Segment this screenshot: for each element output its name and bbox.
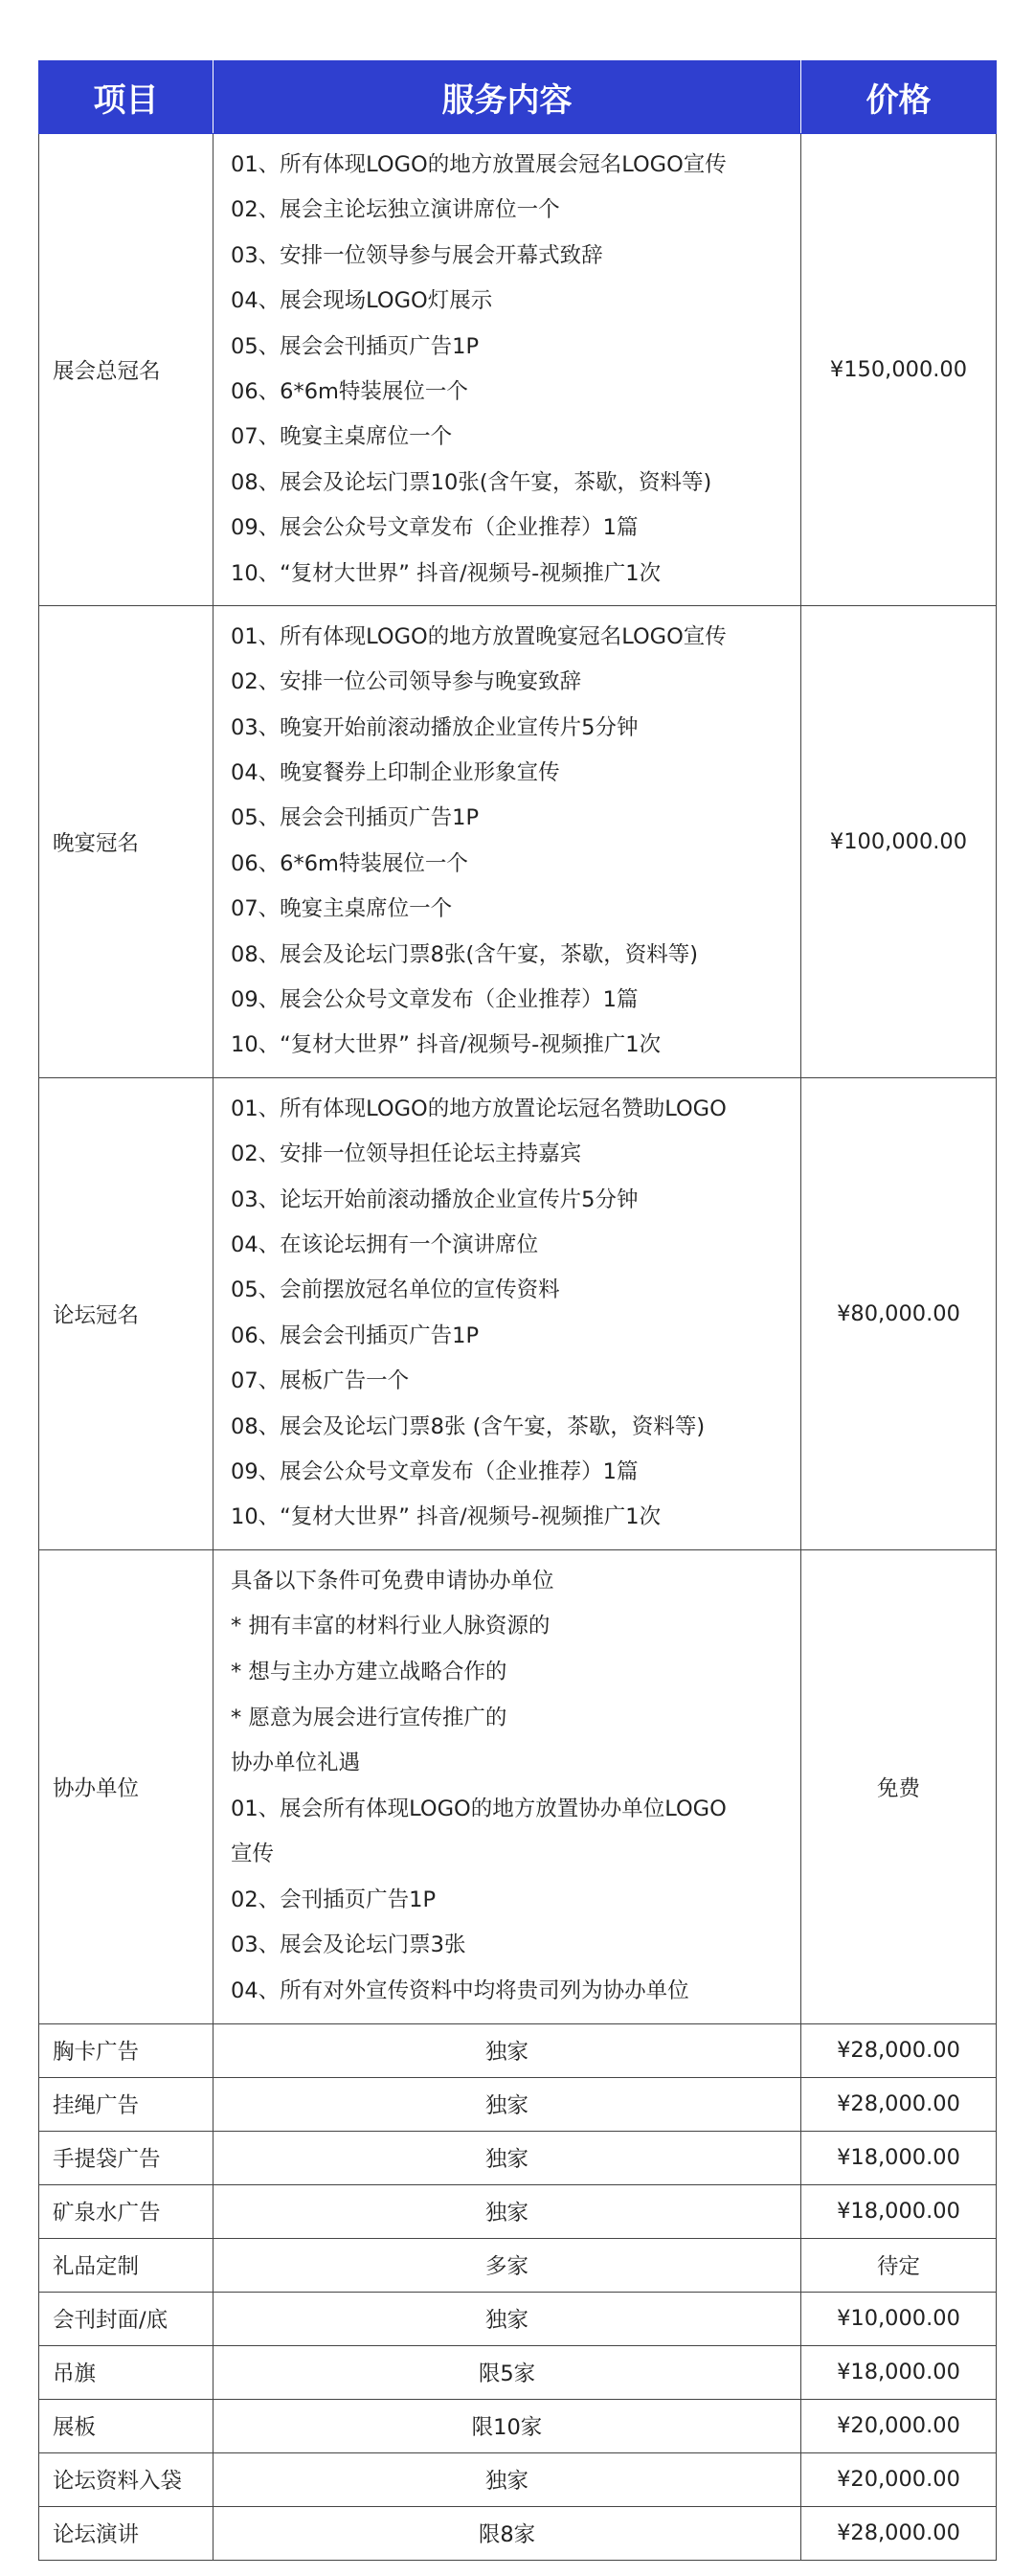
package-name: 展会总冠名	[39, 134, 214, 606]
ad-row	[39, 2506, 997, 2560]
package-benefits	[214, 1549, 801, 2023]
benefit-line: 03、展会及论坛门票3张	[231, 1932, 466, 1958]
ad-price: 待定	[801, 2238, 997, 2292]
benefit-line: 08、展会及论坛门票8张(含午宴，茶歇，资料等)	[231, 941, 699, 967]
ad-row	[39, 2238, 997, 2292]
benefit-line: 具备以下条件可免费申请协办单位	[231, 1568, 554, 1593]
benefit-line: 07、晚宴主桌席位一个	[231, 424, 453, 450]
benefit-line: * 愿意为展会进行宣传推广的	[231, 1705, 507, 1730]
ad-item: 论坛资料入袋	[39, 2452, 214, 2506]
ad-exclusivity: 独家	[214, 2184, 801, 2238]
benefit-line: 07、展板广告一个	[231, 1368, 410, 1394]
ad-item: 矿泉水广告	[39, 2184, 214, 2238]
package-row	[39, 1077, 997, 1549]
ad-price: ¥28,000.00	[801, 2506, 997, 2560]
ad-exclusivity: 独家	[214, 2023, 801, 2077]
package-row	[39, 605, 997, 1077]
ad-item: 礼品定制	[39, 2238, 214, 2292]
ad-price: ¥20,000.00	[801, 2452, 997, 2506]
benefit-line: 02、展会主论坛独立演讲席位一个	[231, 197, 560, 223]
benefit-line: * 拥有丰富的材料行业人脉资源的	[231, 1614, 551, 1639]
ad-exclusivity: 独家	[214, 2292, 801, 2345]
benefit-line: 06、展会会刊插页广告1P	[231, 1322, 480, 1348]
ad-price: ¥18,000.00	[801, 2184, 997, 2238]
benefit-line: 05、展会会刊插页广告1P	[231, 333, 480, 359]
ad-row	[39, 2452, 997, 2506]
ad-row	[39, 2345, 997, 2399]
ad-row	[39, 2292, 997, 2345]
benefit-line: 06、6*6m特装展位一个	[231, 850, 468, 876]
ad-item: 论坛演讲	[39, 2506, 214, 2560]
ad-exclusivity: 独家	[214, 2077, 801, 2131]
ad-price: ¥10,000.00	[801, 2292, 997, 2345]
benefit-line: 宣传	[231, 1842, 275, 1867]
benefit-line: 06、6*6m特装展位一个	[231, 378, 468, 404]
table-body	[39, 134, 997, 2561]
benefit-line: 04、所有对外宣传资料中均将贵司列为协办单位	[231, 1978, 689, 2004]
benefit-line: 10、“复材大世界” 抖音/视频号-视频推广1次	[231, 1504, 662, 1530]
benefit-line: 04、晚宴餐券上印制企业形象宣传	[231, 760, 560, 786]
benefit-line: 01、所有体现LOGO的地方放置晚宴冠名LOGO宣传	[231, 623, 727, 649]
header-price: 价格	[801, 61, 997, 134]
ad-item: 挂绳广告	[39, 2077, 214, 2131]
benefit-line: 02、会刊插页广告1P	[231, 1887, 437, 1912]
header-content: 服务内容	[214, 61, 801, 134]
ad-row	[39, 2399, 997, 2452]
benefit-line: * 想与主办方建立战略合作的	[231, 1659, 507, 1684]
benefit-line: 01、所有体现LOGO的地方放置论坛冠名赞助LOGO	[231, 1096, 727, 1121]
ad-exclusivity: 限5家	[214, 2345, 801, 2399]
benefit-line: 03、安排一位领导参与展会开幕式致辞	[231, 242, 603, 268]
benefit-line: 01、展会所有体现LOGO的地方放置协办单位LOGO	[231, 1796, 727, 1821]
table-header-row	[39, 61, 997, 134]
benefit-line: 03、论坛开始前滚动播放企业宣传片5分钟	[231, 1186, 639, 1212]
package-benefits	[214, 605, 801, 1077]
ad-item: 展板	[39, 2399, 214, 2452]
ad-price: ¥18,000.00	[801, 2345, 997, 2399]
benefit-line: 09、展会公众号文章发布（企业推荐）1篇	[231, 1458, 639, 1484]
package-benefits	[214, 1077, 801, 1549]
ad-exclusivity: 限10家	[214, 2399, 801, 2452]
package-benefits	[214, 134, 801, 606]
benefit-line: 05、会前摆放冠名单位的宣传资料	[231, 1277, 560, 1303]
benefit-line: 协办单位礼遇	[231, 1751, 361, 1776]
ad-item: 吊旗	[39, 2345, 214, 2399]
benefit-line: 07、晚宴主桌席位一个	[231, 896, 453, 922]
ad-row	[39, 2184, 997, 2238]
ad-exclusivity: 独家	[214, 2131, 801, 2184]
benefit-line: 02、安排一位公司领导参与晚宴致辞	[231, 669, 582, 695]
ad-row	[39, 2077, 997, 2131]
ad-price: ¥18,000.00	[801, 2131, 997, 2184]
sponsorship-price-table	[38, 60, 996, 2548]
ad-item: 胸卡广告	[39, 2023, 214, 2077]
ad-price: ¥28,000.00	[801, 2077, 997, 2131]
ad-item: 会刊封面/底	[39, 2292, 214, 2345]
package-name: 晚宴冠名	[39, 605, 214, 1077]
benefit-line: 03、晚宴开始前滚动播放企业宣传片5分钟	[231, 714, 639, 740]
benefit-line: 09、展会公众号文章发布（企业推荐）1篇	[231, 987, 639, 1013]
benefit-line: 08、展会及论坛门票8张 (含午宴，茶歇，资料等)	[231, 1413, 706, 1439]
benefit-line: 01、所有体现LOGO的地方放置展会冠名LOGO宣传	[231, 152, 727, 177]
benefit-line: 10、“复材大世界” 抖音/视频号-视频推广1次	[231, 1032, 662, 1058]
ad-exclusivity: 限8家	[214, 2506, 801, 2560]
ad-exclusivity: 独家	[214, 2452, 801, 2506]
package-name: 论坛冠名	[39, 1077, 214, 1549]
benefit-line: 10、“复材大世界” 抖音/视频号-视频推广1次	[231, 560, 662, 586]
package-name: 协办单位	[39, 1549, 214, 2023]
header-item: 项目	[39, 61, 214, 134]
ad-row	[39, 2131, 997, 2184]
benefit-line: 05、展会会刊插页广告1P	[231, 805, 480, 831]
benefit-line: 08、展会及论坛门票10张(含午宴，茶歇，资料等)	[231, 469, 712, 495]
package-price: 免费	[801, 1549, 997, 2023]
package-row	[39, 134, 997, 606]
ad-price: ¥20,000.00	[801, 2399, 997, 2452]
package-price: ¥80,000.00	[801, 1077, 997, 1549]
price-table	[38, 60, 997, 2561]
benefit-line: 04、展会现场LOGO灯展示	[231, 288, 493, 314]
ad-row	[39, 2023, 997, 2077]
ad-exclusivity: 多家	[214, 2238, 801, 2292]
benefit-line: 04、在该论坛拥有一个演讲席位	[231, 1232, 539, 1257]
benefit-line: 02、安排一位领导担任论坛主持嘉宾	[231, 1141, 582, 1167]
package-price: ¥100,000.00	[801, 605, 997, 1077]
benefit-line: 09、展会公众号文章发布（企业推荐）1篇	[231, 515, 639, 541]
package-row	[39, 1549, 997, 2023]
package-price: ¥150,000.00	[801, 134, 997, 606]
ad-item: 手提袋广告	[39, 2131, 214, 2184]
ad-price: ¥28,000.00	[801, 2023, 997, 2077]
